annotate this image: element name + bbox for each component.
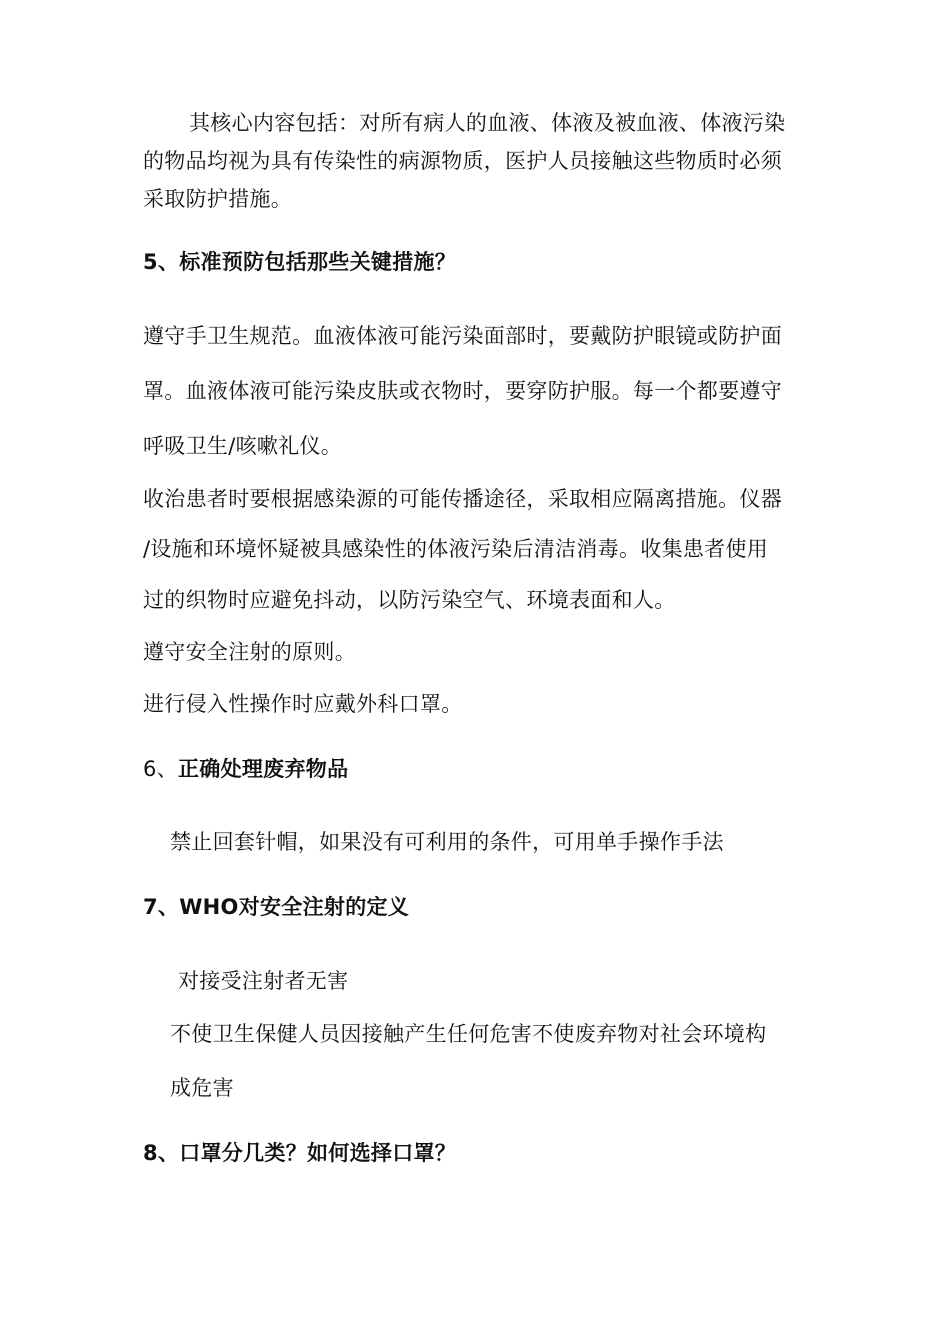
section-7-heading: 7、WHO对安全注射的定义 [143,895,410,919]
section-7-line-2: 不使卫生保健人员因接触产生任何危害不使废弃物对社会环境构 [170,1022,767,1046]
intro-line-2: 的物品均视为具有传染性的病源物质，医护人员接触这些物质时必须 [143,149,782,173]
section-5-line-1: 遵守手卫生规范。血液体液可能污染面部时，要戴防护眼镜或防护面 [143,324,782,348]
section-6-line-1: 禁止回套针帽，如果没有可利用的条件，可用单手操作手法 [170,830,724,854]
section-7-line-3: 成危害 [170,1076,234,1100]
section-5-line-2: 罩。血液体液可能污染皮肤或衣物时，要穿防护服。每一个都要遵守 [143,379,782,403]
section-5-line-4: 收治患者时要根据感染源的可能传播途径，采取相应隔离措施。仪器 [143,487,782,511]
section-6-heading-number: 6、 [143,757,178,781]
section-5-line-3: 呼吸卫生/咳嗽礼仪。 [143,434,343,458]
section-5-line-6: 过的织物时应避免抖动，以防污染空气、环境表面和人。 [143,588,676,612]
intro-line-3: 采取防护措施。 [143,187,293,211]
section-8-heading: 8、口罩分几类？如何选择口罩？ [143,1141,457,1165]
section-6-heading [143,755,348,783]
section-5-line-8: 进行侵入性操作时应戴外科口罩。 [143,692,463,716]
intro-line-1: 其核心内容包括：对所有病人的血液、体液及被血液、体液污染 [189,111,786,135]
section-5-heading: 5、标准预防包括那些关键措施？ [143,250,457,274]
section-5-line-7: 遵守安全注射的原则。 [143,640,356,664]
section-6-heading-text: 正确处理废弃物品 [177,757,349,781]
section-7-line-1: 对接受注射者无害 [178,969,349,993]
section-5-line-5: /设施和环境怀疑被具感染性的体液污染后清洁消毒。收集患者使用 [143,537,769,561]
